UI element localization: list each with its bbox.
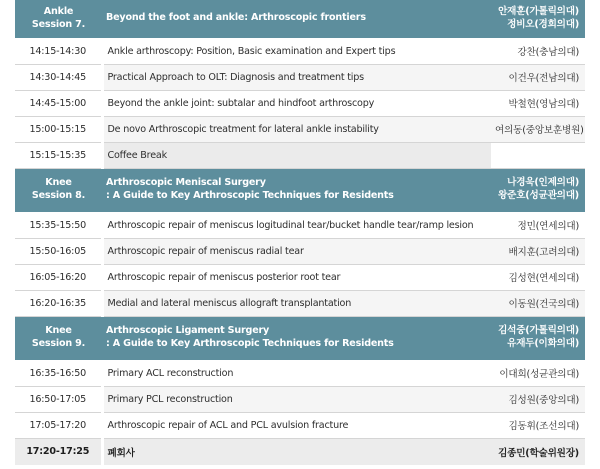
talk-speaker: 여의동(중앙보훈병원): [491, 116, 585, 142]
talk-speaker: 김성원(중앙의대): [491, 386, 585, 412]
closing-time: 17:20-17:25: [15, 438, 102, 465]
talk-speaker: 이대희(성균관의대): [491, 360, 585, 386]
session-chair: 김석중(가톨릭의대): [498, 325, 579, 337]
talk-time: 17:05-17:20: [15, 412, 102, 438]
talk-title: Medial and lateral meniscus allograft transplantation: [102, 290, 491, 316]
talk-time: 16:20-16:35: [15, 290, 102, 316]
session-title: [102, 0, 491, 38]
talk-speaker: 강찬(충남의대): [491, 38, 585, 64]
talk-title: Arthroscopic repair of meniscus posterior root tear: [102, 264, 491, 290]
talk-time: 16:05-16:20: [15, 264, 102, 290]
session-label-line: Session 9.: [31, 338, 86, 349]
session-header-row: [15, 0, 585, 38]
talk-row: [15, 38, 585, 64]
session-chair: 유재두(이화의대): [507, 338, 579, 349]
talk-row: [15, 212, 585, 238]
session-chair: 안재훈(가톨릭의대): [498, 5, 579, 17]
program-body: [15, 0, 585, 465]
session-label-line: Session 8.: [31, 190, 86, 201]
session-title-line: Arthroscopic Ligament Surgery: [106, 325, 270, 337]
session-title: [102, 316, 491, 360]
break-row: [15, 142, 585, 168]
session-title-line: : A Guide to Key Arthroscopic Techniques for Residents: [106, 338, 394, 349]
talk-row: [15, 264, 585, 290]
session-title-line: : A Guide to Key Arthroscopic Techniques for Residents: [106, 190, 394, 201]
session-chairs: [491, 168, 585, 212]
talk-time: 15:00-15:15: [15, 116, 102, 142]
talk-time: 16:50-17:05: [15, 386, 102, 412]
talk-speaker: 김성현(연세의대): [491, 264, 585, 290]
talk-title: Arthroscopic repair of meniscus logitudinal tear/bucket handle tear/ramp lesion: [102, 212, 491, 238]
talk-title: De novo Arthroscopic treatment for lateral ankle instability: [102, 116, 491, 142]
session-title: [102, 168, 491, 212]
session-label: [15, 316, 102, 360]
talk-row: [15, 412, 585, 438]
session-chair: 정비오(경희의대): [507, 18, 579, 30]
talk-title: Coffee Break: [102, 142, 491, 168]
session-title-line: Arthroscopic Meniscal Surgery: [106, 177, 266, 189]
session-label: [15, 0, 102, 38]
closing-row: [15, 438, 585, 465]
session-header-row: [15, 168, 585, 212]
talk-row: [15, 116, 585, 142]
talk-title: Primary ACL reconstruction: [102, 360, 491, 386]
talk-row: [15, 360, 585, 386]
talk-time: 15:35-15:50: [15, 212, 102, 238]
session-chairs: [491, 0, 585, 38]
session-chair: 나경욱(인제의대): [507, 177, 579, 189]
talk-speaker: [491, 142, 585, 168]
talk-title: Arthroscopic repair of meniscus radial tear: [102, 238, 491, 264]
talk-time: 14:45-15:00: [15, 90, 102, 116]
talk-speaker: 정민(연세의대): [491, 212, 585, 238]
session-label-line: Ankle: [43, 5, 74, 17]
talk-time: 15:50-16:05: [15, 238, 102, 264]
closing-title: 폐회사: [102, 438, 491, 465]
session-header-row: [15, 316, 585, 360]
session-label-line: Session 7.: [31, 18, 86, 30]
talk-row: [15, 290, 585, 316]
talk-speaker: 박철현(영남의대): [491, 90, 585, 116]
talk-speaker: 배지훈(고려의대): [491, 238, 585, 264]
talk-row: [15, 386, 585, 412]
talk-title: Ankle arthroscopy: Position, Basic examination and Expert tips: [102, 38, 491, 64]
session-chair: 왕준호(성균관의대): [498, 190, 579, 201]
talk-title: Beyond the ankle joint: subtalar and hindfoot arthroscopy: [102, 90, 491, 116]
talk-speaker: 김동휘(조선의대): [491, 412, 585, 438]
talk-title: Practical Approach to OLT: Diagnosis and treatment tips: [102, 64, 491, 90]
program-schedule-table: [15, 0, 585, 465]
talk-time: 15:15-15:35: [15, 142, 102, 168]
session-chairs: [491, 316, 585, 360]
talk-title: Arthroscopic repair of ACL and PCL avulsion fracture: [102, 412, 491, 438]
talk-row: [15, 64, 585, 90]
session-title-line: Beyond the foot and ankle: Arthroscopic frontiers: [106, 12, 366, 24]
closing-speaker: 김종민(학술위원장): [491, 438, 585, 465]
talk-title: Primary PCL reconstruction: [102, 386, 491, 412]
talk-time: 16:35-16:50: [15, 360, 102, 386]
session-label-line: Knee: [45, 177, 72, 189]
session-label-line: Knee: [45, 325, 72, 337]
talk-time: 14:15-14:30: [15, 38, 102, 64]
session-label: [15, 168, 102, 212]
talk-row: [15, 90, 585, 116]
talk-time: 14:30-14:45: [15, 64, 102, 90]
talk-row: [15, 238, 585, 264]
talk-speaker: 이동원(건국의대): [491, 290, 585, 316]
talk-speaker: 이건우(전남의대): [491, 64, 585, 90]
